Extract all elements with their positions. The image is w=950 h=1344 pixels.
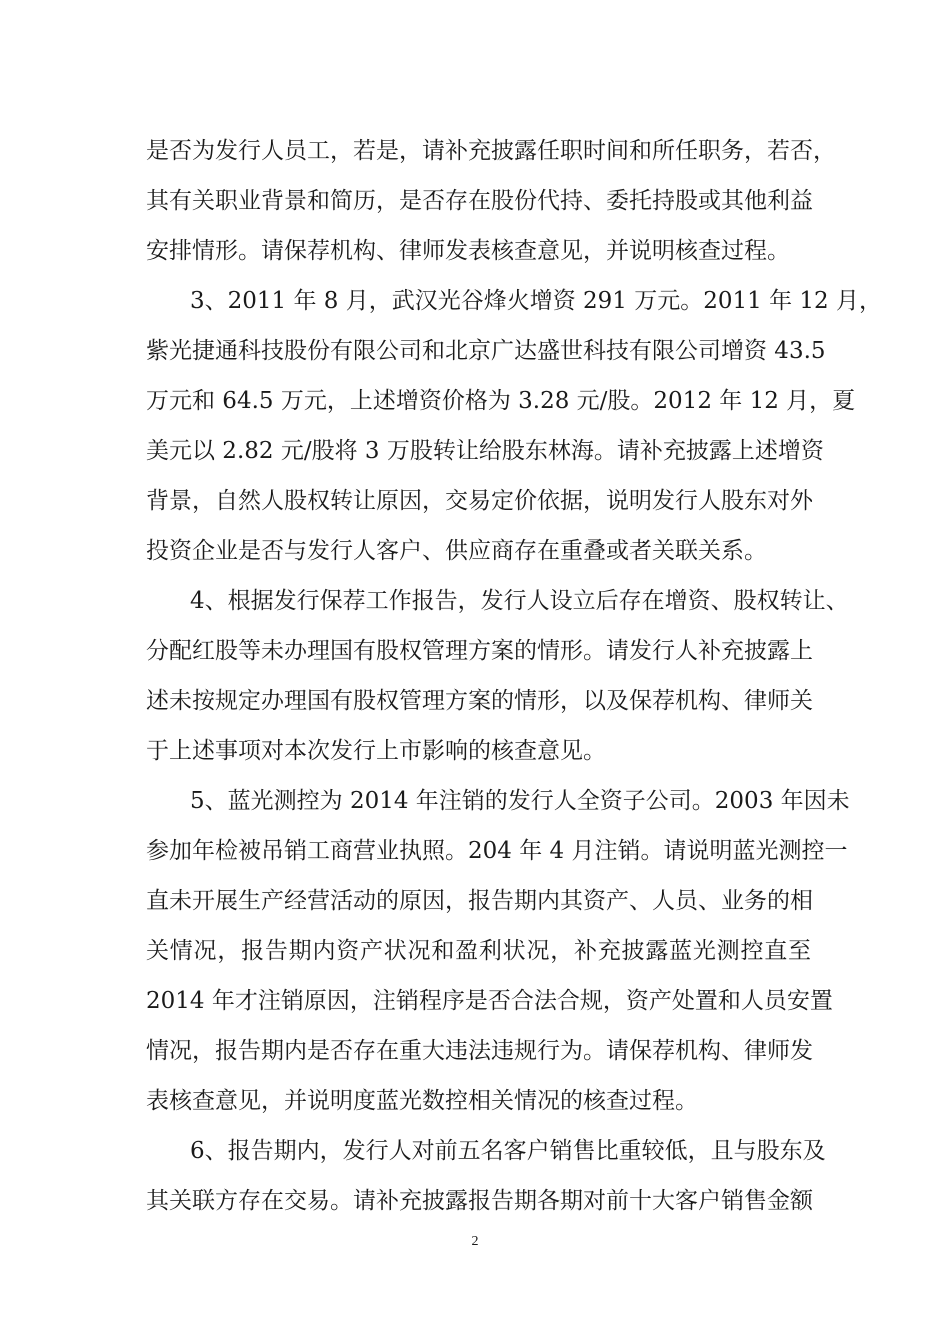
text-line: 2014 年才注销原因，注销程序是否合法合规，资产处置和人员安置 (146, 988, 833, 1014)
text-line: 背景，自然人股权转让原因，交易定价依据，说明发行人股东对外 (146, 488, 813, 514)
text-line: 万元和 64.5 万元，上述增资价格为 3.28 元/股。2012 年 12 月，夏 (146, 388, 856, 414)
text-line: 其关联方存在交易。请补充披露报告期各期对前十大客户销售金额 (146, 1188, 813, 1214)
text-line: 其有关职业背景和简历，是否存在股份代持、委托持股或其他利益 (146, 188, 813, 214)
text-line: 4、根据发行保荐工作报告，发行人设立后存在增资、股权转让、 (190, 588, 849, 614)
text-line: 美元以 2.82 元/股将 3 万股转让给股东林海。请补充披露上述增资 (146, 438, 824, 464)
text-line: 情况，报告期内是否存在重大违法违规行为。请保荐机构、律师发 (146, 1038, 813, 1064)
text-line: 关情况，报告期内资产状况和盈利状况，补充披露蓝光测控直至 (146, 938, 811, 964)
text-line: 述未按规定办理国有股权管理方案的情形，以及保荐机构、律师关 (146, 688, 813, 714)
text-line: 投资企业是否与发行人客户、供应商存在重叠或者关联关系。 (146, 538, 767, 564)
text-line: 直未开展生产经营活动的原因，报告期内其资产、人员、业务的相 (146, 888, 813, 914)
text-line: 是否为发行人员工，若是，请补充披露任职时间和所任职务，若否， (146, 138, 836, 164)
text-line: 分配红股等未办理国有股权管理方案的情形。请发行人补充披露上 (146, 638, 813, 664)
page-number: 2 (471, 1234, 479, 1249)
text-line: 6、报告期内，发行人对前五名客户销售比重较低，且与股东及 (190, 1138, 826, 1164)
text-line: 参加年检被吊销工商营业执照。204 年 4 月注销。请说明蓝光测控一 (146, 838, 848, 864)
text-line: 安排情形。请保荐机构、律师发表核查意见，并说明核查过程。 (146, 238, 790, 264)
text-line: 表核查意见，并说明度蓝光数控相关情况的核查过程。 (146, 1088, 698, 1114)
text-line: 紫光捷通科技股份有限公司和北京广达盛世科技有限公司增资 43.5 (146, 338, 826, 364)
text-line: 5、蓝光测控为 2014 年注销的发行人全资子公司。2003 年因未 (190, 788, 850, 814)
text-line: 于上述事项对本次发行上市影响的核查意见。 (146, 738, 606, 764)
text-line: 3、2011 年 8 月，武汉光谷烽火增资 291 万元。2011 年 12 月， (190, 288, 882, 314)
